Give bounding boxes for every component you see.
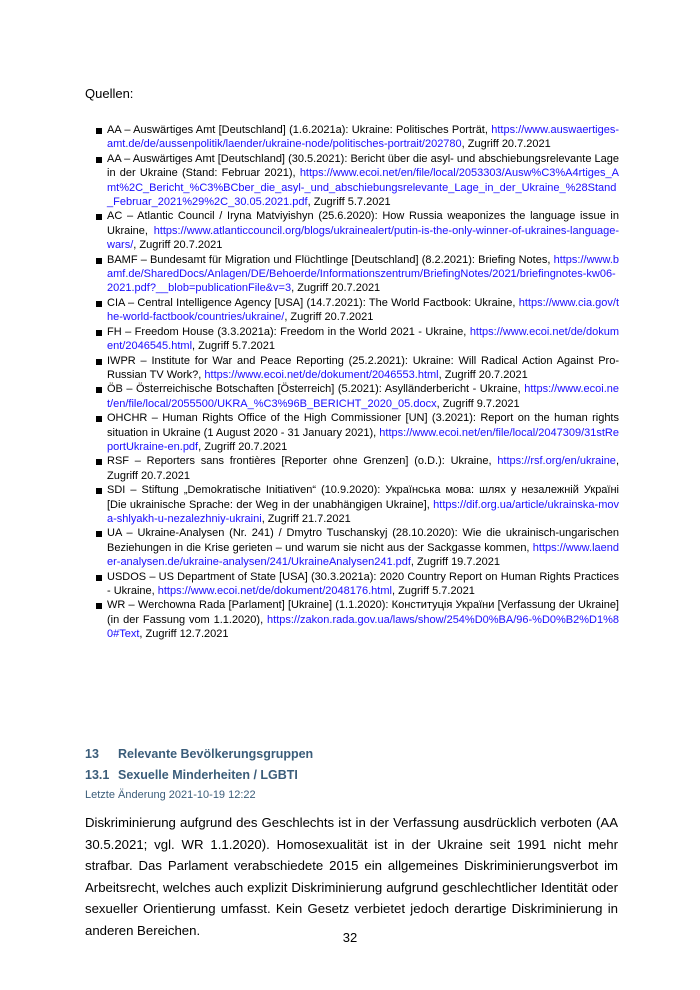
source-link[interactable]: https://www.atlanticcouncil.org/blogs/ukrainealert/putin-is-the-only-winner-of-ukraines-language-wars/: [107, 224, 619, 252]
source-link[interactable]: https://www.ecoi.net/de/dokument/2046545.html: [107, 325, 619, 353]
source-item: OHCHR – Human Rights Office of the High Commissioner [UN] (3.2021): Report on the human rights situation in Ukraine (1 August 2020 - 31 January 2021), https://www.ecoi.net/en/file/local/2047309/31stReportUkraine-en.pdf, Zugriff 20.7.2021: [96, 411, 619, 454]
source-item: AA – Auswärtiges Amt [Deutschland] (30.5.2021): Bericht über die asyl- und abschiebungsrelevante Lage in der Ukraine (Stand: Februar 2021), https://www.ecoi.net/en/file/local/2053303/Ausw%C3%A4rtiges_Amt%2C_Bericht_%C3%BCber_die_asyl-_und_abschiebungsrelevante_Lage_in_der_Ukraine_%28Stand_Februar_2021%29%2C_30.05.2021.pdf, Zugriff 5.7.2021: [96, 152, 619, 210]
source-item: CIA – Central Intelligence Agency [USA] (14.7.2021): The World Factbook: Ukraine, https://www.cia.gov/the-world-factbook/countries/ukraine/, Zugriff 20.7.2021: [96, 296, 619, 325]
subsection-title: Sexuelle Minderheiten / LGBTI: [118, 768, 298, 782]
source-item: ÖB – Österreichische Botschaften [Österreich] (5.2021): Asylländerbericht - Ukraine, https://www.ecoi.net/en/file/local/2055500/UKRA_%C3%96B_BERICHT_2020_05.docx, Zugriff 9.7.2021: [96, 382, 619, 411]
bullet-icon: [96, 128, 102, 134]
source-link[interactable]: https://www.ecoi.net/en/file/local/2047309/31stReportUkraine-en.pdf: [107, 426, 619, 453]
section-heading: [85, 747, 313, 761]
section-number: 13: [85, 747, 99, 761]
subsection-heading: [85, 768, 298, 782]
bullet-icon: [96, 459, 102, 465]
last-change-date: Letzte Änderung 2021-10-19 12:22: [85, 789, 256, 801]
subsection-number: 13.1: [85, 768, 110, 782]
source-link[interactable]: https://rsf.org/en/ukraine: [497, 455, 616, 468]
source-link[interactable]: https://www.laender-analysen.de/ukraine-analysen/241/UkraineAnalysen241.pdf: [107, 541, 619, 569]
bullet-icon: [96, 258, 102, 264]
bullet-icon: [96, 214, 102, 220]
sources-label: Quellen:: [85, 86, 134, 101]
source-link[interactable]: https://www.bamf.de/SharedDocs/Anlagen/DE/Behoerde/Informationszentrum/BriefingNotes/2021/briefingnotes-kw06-2021.pdf?__blob=publicationFile&v=3: [107, 253, 619, 295]
bullet-icon: [96, 387, 102, 393]
source-link[interactable]: https://www.ecoi.net/de/dokument/2046553.html: [204, 368, 439, 381]
source-item: AA – Auswärtiges Amt [Deutschland] (1.6.2021a): Ukraine: Politisches Porträt, https://www.auswaertiges-amt.de/de/aussenpolitik/laender/ukraine-node/politisches-portrait/202780, Zugriff 20.7.2021: [96, 123, 619, 152]
bullet-icon: [96, 488, 102, 494]
source-item: IWPR – Institute for War and Peace Reporting (25.2.2021): Ukraine: Will Radical Action Against Pro-Russian TV Work?, https://www.ecoi.net/de/dokument/2046553.html, Zugriff 20.7.2021: [96, 354, 619, 383]
source-item: WR – Werchowna Rada [Parlament] [Ukraine] (1.1.2020): Конституція України [Verfassung der Ukraine] (in der Fassung vom 1.1.2020), https://zakon.rada.gov.ua/laws/show/254%D0%BA/96-%D0%B2%D1%80#Text, Zugriff 12.7.2021: [96, 598, 619, 641]
source-item: UA – Ukraine-Analysen (Nr. 241) / Dmytro Tuschanskyj (28.10.2020): Wie die ukrainisch-ungarischen Beziehungen in die Krise gerieten – und warum sie nicht aus der Sackgasse kommen, https://www.laender-analysen.de/ukraine-analysen/241/UkraineAnalysen241.pdf, Zugriff 19.7.2021: [96, 526, 619, 569]
source-link[interactable]: https://www.ecoi.net/en/file/local/2055500/UKRA_%C3%96B_BERICHT_2020_05.docx: [107, 383, 619, 410]
bullet-icon: [96, 531, 102, 537]
source-link[interactable]: https://zakon.rada.gov.ua/laws/show/254%D0%BA/96-%D0%B2%D1%80#Text: [107, 613, 619, 641]
bullet-icon: [96, 157, 102, 163]
body-paragraph: Diskriminierung aufgrund des Geschlechts ist in der Verfassung ausdrücklich verboten (AA 30.5.2021; vgl. WR 1.1.2020). Homosexualität ist in der Ukraine seit 1991 nicht mehr strafbar. Das Parlament verabschiedete 2015 ein allgemeines Diskriminierungsverbot im Arbeitsrecht, welches auch explizit Diskriminierung aufgrund geschlechtlicher Identität oder sexueller Orientierung umfasst. Kein Gesetz verbietet jedoch derartige Diskriminierung in anderen Bereichen.: [85, 815, 618, 938]
source-link[interactable]: https://www.ecoi.net/de/dokument/2048176.html: [157, 585, 392, 597]
source-item: USDOS – US Department of State [USA] (30.3.2021a): 2020 Country Report on Human Rights Practices - Ukraine, https://www.ecoi.net/de/dokument/2048176.html, Zugriff 5.7.2021: [96, 570, 619, 599]
source-link[interactable]: https://www.ecoi.net/en/file/local/2053303/Ausw%C3%A4rtiges_Amt%2C_Bericht_%C3%BCber_die_asyl-_und_abschiebungsrelevante_Lage_in_der_Ukraine_%28Stand_Februar_2021%29%2C_30.05.2021.pdf: [107, 167, 619, 209]
section-title: Relevante Bevölkerungsgruppen: [118, 747, 314, 761]
source-item: AC – Atlantic Council / Iryna Matviyishyn (25.6.2020): How Russia weaponizes the language issue in Ukraine, https://www.atlanticcouncil.org/blogs/ukrainealert/putin-is-the-only-winner-of-ukraines-language-wars/, Zugriff 20.7.2021: [96, 209, 619, 252]
source-link[interactable]: https://dif.org.ua/article/ukrainska-mova-shlyakh-u-nezalezhniy-ukraini: [107, 498, 619, 525]
bullet-icon: [96, 416, 102, 422]
source-item: BAMF – Bundesamt für Migration und Flüchtlinge [Deutschland] (8.2.2021): Briefing Notes, https://www.bamf.de/SharedDocs/Anlagen/DE/Behoerde/Informationszentrum/BriefingNotes/2021/briefingnotes-kw06-2021.pdf?__blob=publicationFile&v=3, Zugriff 20.7.2021: [96, 253, 619, 296]
bullet-icon: [96, 575, 102, 581]
bullet-icon: [96, 603, 102, 609]
bullet-icon: [96, 330, 102, 336]
bullet-icon: [96, 359, 102, 365]
page-number: 32: [342, 930, 358, 945]
bullet-icon: [96, 301, 102, 307]
source-item: FH – Freedom House (3.3.2021a): Freedom in the World 2021 - Ukraine, https://www.ecoi.net/de/dokument/2046545.html, Zugriff 5.7.2021: [96, 325, 619, 354]
sources-list: [96, 123, 619, 642]
source-link[interactable]: https://www.auswaertiges-amt.de/de/aussenpolitik/laender/ukraine-node/politisches-portrait/202780: [107, 124, 619, 151]
source-link[interactable]: https://www.cia.gov/the-world-factbook/countries/ukraine/: [107, 296, 619, 324]
source-item: RSF – Reporters sans frontières [Reporter ohne Grenzen] (o.D.): Ukraine, https://rsf.org/en/ukraine, Zugriff 20.7.2021: [96, 454, 619, 483]
source-item: SDI – Stiftung „Demokratische Initiativen“ (10.9.2020): Українська мова: шлях у незалежній Україні [Die ukrainische Sprache: der Weg in der unabhängigen Ukraine], https://dif.org.ua/article/ukrainska-mova-shlyakh-u-nezalezhniy-ukraini, Zugriff 21.7.2021: [96, 483, 619, 526]
